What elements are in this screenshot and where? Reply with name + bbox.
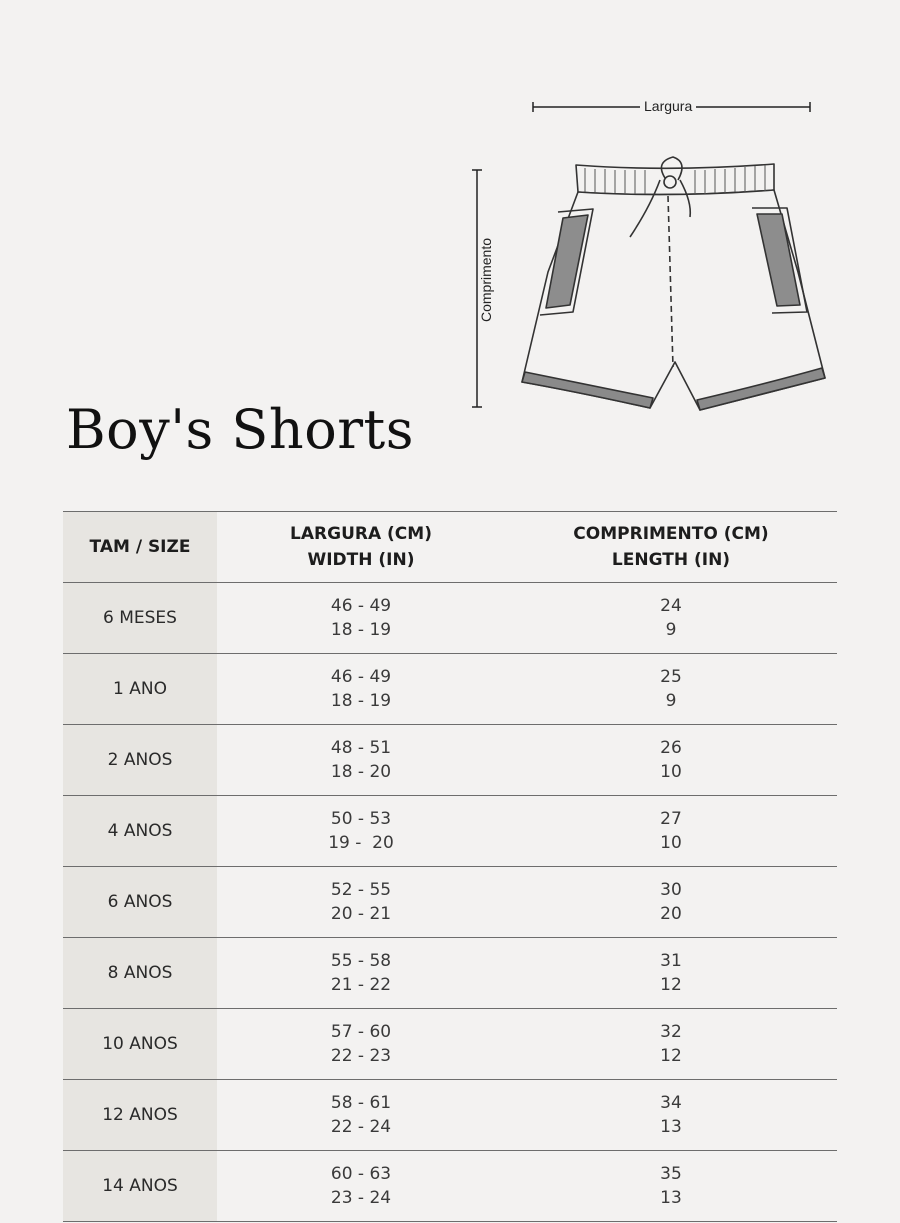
width-cm-value: 60 - 63 <box>330 1164 392 1184</box>
width-in-value: 18 - 19 <box>330 620 392 640</box>
width-in-value: 18 - 20 <box>330 762 392 782</box>
width-in-value: 20 - 21 <box>330 904 392 924</box>
length-cell <box>505 654 837 725</box>
width-cm-value: 46 - 49 <box>330 596 392 616</box>
width-cm-value: 50 - 53 <box>330 809 392 829</box>
header-length-cm: COMPRIMENTO (CM) <box>573 524 769 544</box>
header-width-cm: LARGURA (CM) <box>290 524 432 544</box>
table-row <box>63 583 837 654</box>
length-cell <box>505 1151 837 1222</box>
length-in-value: 9 <box>665 691 677 711</box>
length-in-value: 13 <box>660 1188 682 1208</box>
header-width <box>217 512 505 583</box>
header-length-in: LENGTH (IN) <box>611 550 731 570</box>
width-cell <box>217 867 505 938</box>
width-cm-value: 52 - 55 <box>330 880 392 900</box>
table-row <box>63 1151 837 1222</box>
length-cell <box>505 867 837 938</box>
width-cell <box>217 796 505 867</box>
length-label: Comprimento <box>478 234 494 326</box>
width-in-value: 18 - 19 <box>330 691 392 711</box>
shorts-illustration <box>460 92 840 422</box>
width-cm-value: 48 - 51 <box>330 738 392 758</box>
length-in-value: 20 <box>660 904 682 924</box>
header-length <box>505 512 837 583</box>
width-in-value: 22 - 23 <box>330 1046 392 1066</box>
length-cm-value: 32 <box>660 1022 682 1042</box>
length-cm-value: 25 <box>660 667 682 687</box>
header-size: TAM / SIZE <box>63 512 217 583</box>
length-cell <box>505 725 837 796</box>
length-in-value: 10 <box>660 833 682 853</box>
table-row <box>63 725 837 796</box>
length-cm-value: 34 <box>660 1093 682 1113</box>
length-in-value: 13 <box>660 1117 682 1137</box>
length-in-value: 12 <box>660 1046 682 1066</box>
width-label: Largura <box>640 98 696 114</box>
length-in-value: 9 <box>665 620 677 640</box>
width-cell <box>217 1080 505 1151</box>
width-cm-value: 55 - 58 <box>330 951 392 971</box>
length-cell <box>505 583 837 654</box>
size-chart-table <box>63 511 837 1222</box>
width-cm-value: 46 - 49 <box>330 667 392 687</box>
width-cell <box>217 1151 505 1222</box>
table-row <box>63 1009 837 1080</box>
size-cell: 10 ANOS <box>63 1009 217 1080</box>
width-cell <box>217 654 505 725</box>
length-cm-value: 31 <box>660 951 682 971</box>
size-cell: 6 ANOS <box>63 867 217 938</box>
table-row <box>63 938 837 1009</box>
size-cell: 12 ANOS <box>63 1080 217 1151</box>
length-in-value: 10 <box>660 762 682 782</box>
width-cell <box>217 725 505 796</box>
table-row <box>63 867 837 938</box>
length-cell <box>505 1009 837 1080</box>
width-in-value: 23 - 24 <box>330 1188 392 1208</box>
size-cell: 4 ANOS <box>63 796 217 867</box>
width-cm-value: 58 - 61 <box>330 1093 392 1113</box>
width-cell <box>217 583 505 654</box>
header-width-in: WIDTH (IN) <box>307 550 415 570</box>
table-row <box>63 796 837 867</box>
length-cm-value: 35 <box>660 1164 682 1184</box>
size-cell: 14 ANOS <box>63 1151 217 1222</box>
size-cell: 6 MESES <box>63 583 217 654</box>
length-cm-value: 30 <box>660 880 682 900</box>
width-in-value: 19 - 20 <box>328 833 394 853</box>
size-cell: 2 ANOS <box>63 725 217 796</box>
page-title: Boy's Shorts <box>66 398 414 461</box>
size-cell: 8 ANOS <box>63 938 217 1009</box>
table-header-row <box>63 512 837 583</box>
size-cell: 1 ANO <box>63 654 217 725</box>
length-cell <box>505 796 837 867</box>
width-cell <box>217 938 505 1009</box>
width-in-value: 22 - 24 <box>330 1117 392 1137</box>
shorts-measurement-diagram <box>460 92 840 422</box>
length-cell <box>505 1080 837 1151</box>
width-cm-value: 57 - 60 <box>330 1022 392 1042</box>
width-in-value: 21 - 22 <box>330 975 392 995</box>
length-cm-value: 24 <box>660 596 682 616</box>
length-cm-value: 26 <box>660 738 682 758</box>
table-row <box>63 654 837 725</box>
length-cell <box>505 938 837 1009</box>
width-cell <box>217 1009 505 1080</box>
length-cm-value: 27 <box>660 809 682 829</box>
length-in-value: 12 <box>660 975 682 995</box>
table-row <box>63 1080 837 1151</box>
